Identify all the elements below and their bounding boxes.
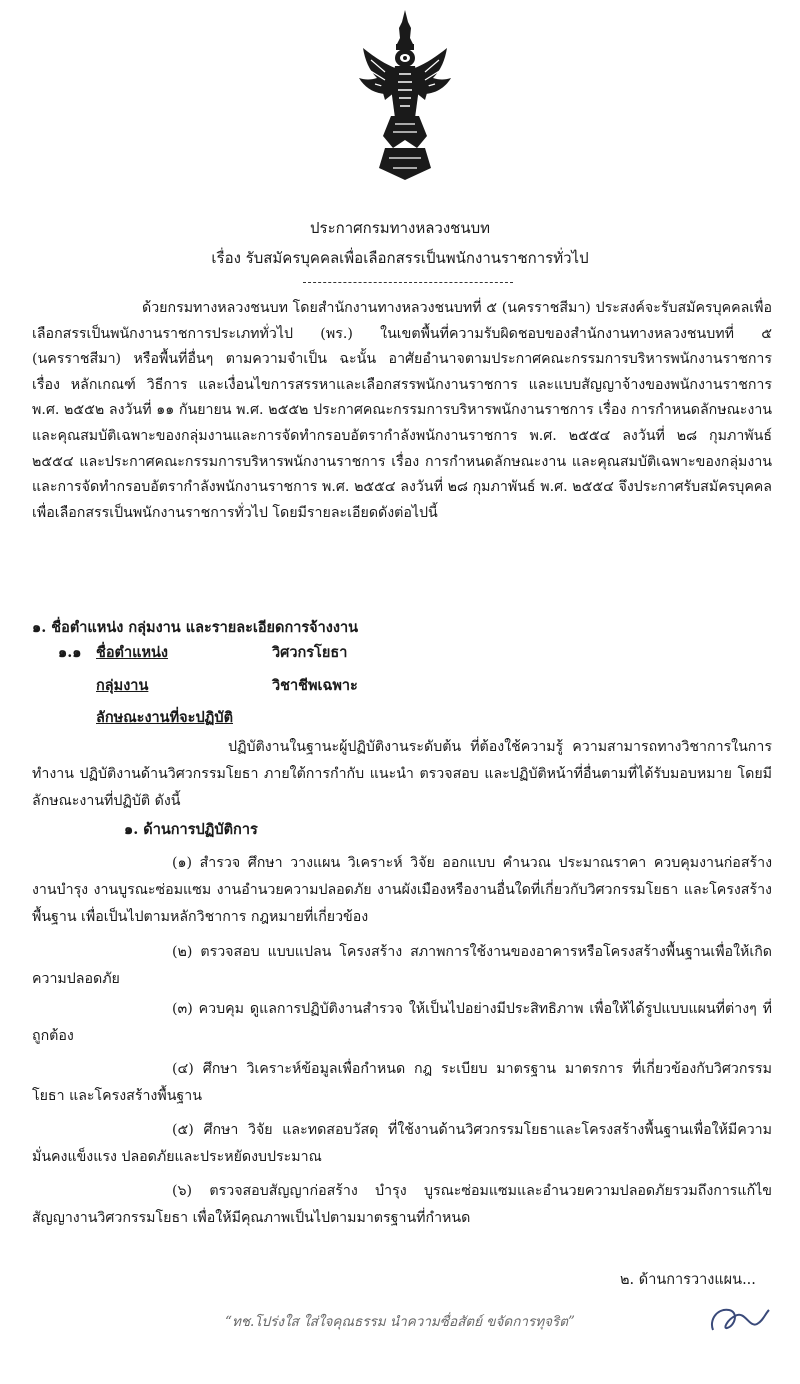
duty-item	[32, 1117, 772, 1171]
duty-item	[32, 939, 772, 993]
intro-paragraph	[32, 296, 772, 526]
signature-initial	[705, 1290, 775, 1340]
duty-item-text: (๔) ศึกษา วิเคราะห์ข้อมูลเพื่อกำหนด กฎ ระเบียบ มาตรฐาน มาตรการ ที่เกี่ยวข้องกับวิศวกรรมโยธา และโครงสร้างพื้นฐาน	[32, 1061, 772, 1104]
motto: “ทช.โปร่งใส ใส่ใจคุณธรรม นำความซื่อสัตย์ ขจัดการทุจริต”	[225, 1314, 575, 1330]
duty-label: ลักษณะงานที่จะปฏิบัติ	[96, 709, 233, 726]
duty-item-text: (๖) ตรวจสอบสัญญาก่อสร้าง บำรุง บูรณะซ่อมแซมและอำนวยความปลอดภัยรวมถึงการแก้ไขสัญญางานวิศวกรรมโยธา เพื่อให้มีคุณภาพเป็นไปตามมาตรฐานที่กำหนด	[32, 1183, 772, 1226]
section-1-heading: ๑. ชื่อตำแหน่ง กลุ่มงาน และรายละเอียดการจ้างงาน	[32, 619, 359, 636]
duty-item	[32, 1178, 772, 1232]
duty-item-text: (๒) ตรวจสอบ แบบแปลน โครงสร้าง สภาพการใช้งานของอาคารหรือโครงสร้างพื้นฐานเพื่อให้เกิดความปลอดภัย	[32, 944, 772, 987]
duty-item-text: (๓) ควบคุม ดูแลการปฏิบัติงานสำรวจ ให้เป็นไปอย่างมีประสิทธิภาพ เพื่อให้ได้รูปแบบแผนที่ต่างๆ ที่ถูกต้อง	[32, 1001, 772, 1044]
duty-item-text: (๕) ศึกษา วิจัย และทดสอบวัสดุ ที่ใช้งานด้านวิศวกรรมโยธาและโครงสร้างพื้นฐานเพื่อให้มีความมั่นคงแข็งแรง ปลอดภัยและประหยัดงบประมาณ	[32, 1122, 772, 1165]
duty-item	[32, 996, 772, 1050]
subsection-number: ๑.๑	[58, 644, 82, 661]
duty-item	[32, 1056, 772, 1110]
duty-item-text: (๑) สำรวจ ศึกษา วางแผน วิเคราะห์ วิจัย ออกแบบ คำนวณ ประมาณราคา ควบคุมงานก่อสร้าง งานบำรุง งานบูรณะซ่อมแซม งานอำนวยความปลอดภัย งานผังเมืองหรืองานอื่นใดที่เกี่ยวกับวิศวกรรมโยธา และโครงสร้างพื้นฐาน เพื่อเป็นไปตามหลักวิชาการ กฎหมายที่เกี่ยวข้อง	[32, 855, 772, 925]
announcement-title: ประกาศกรมทางหลวงชนบท	[310, 219, 490, 237]
operations-heading: ๑. ด้านการปฏิบัติการ	[124, 821, 258, 838]
announcement-subject: เรื่อง รับสมัครบุคคลเพื่อเลือกสรรเป็นพนักงานราชการทั่วไป	[211, 249, 589, 267]
group-label: กลุ่มงาน	[96, 677, 149, 694]
position-label: ชื่อตำแหน่ง	[96, 644, 169, 661]
duty-text: ปฏิบัติงานในฐานะผู้ปฏิบัติงานระดับต้น ที่ต้องใช้ความรู้ ความสามารถทางวิชาการในการทำงาน ปฏิบัติงานด้านวิศวกรรมโยธา ภายใต้การกำกับ แนะนำ ตรวจสอบ และปฏิบัติหน้าที่อื่นตามที่ได้รับมอบหมาย โดยมีลักษณะงานที่ปฏิบัติ ดังนี้	[32, 739, 772, 809]
duty-item	[32, 850, 772, 931]
group-value: วิชาชีพเฉพาะ	[272, 677, 358, 694]
position-value: วิศวกรโยธา	[272, 644, 348, 661]
duty-paragraph	[32, 734, 772, 815]
next-page-marker: ๒. ด้านการวางแผน...	[620, 1272, 756, 1288]
intro-text: ด้วยกรมทางหลวงชนบท โดยสำนักงานทางหลวงชนบทที่ ๕ (นครราชสีมา) ประสงค์จะรับสมัครบุคคลเพื่อเลือกสรรเป็นพนักงานราชการประเภททั่วไป (พร.) ในเขตพื้นที่ความรับผิดชอบของสำนักงานทางหลวงชนบทที่ ๕ (นครราชสีมา) หรือพื้นที่อื่นๆ ตามความจำเป็น ฉะนั้น อาศัยอำนาจตามประกาศคณะกรรมการบริหารพนักงานราชการ เรื่อง หลักเกณฑ์ วิธีการ และเงื่อนไขการสรรหาและเลือกสรรพนักงานราชการ และแบบสัญญาจ้างของพนักงานราชการ พ.ศ. ๒๕๕๒ ลงวันที่ ๑๑ กันยายน พ.ศ. ๒๕๕๒ ประกาศคณะกรรมการบริหารพนักงานราชการ เรื่อง การกำหนดลักษณะงานและคุณสมบัติเฉพาะของกลุ่มงานและการจัดทำกรอบอัตรากำลังพนักงานราชการ พ.ศ. ๒๕๕๔ ลงวันที่ ๒๘ กุมภาพันธ์ ๒๕๕๔ และประกาศคณะกรรมการบริหารพนักงานราชการ เรื่อง การกำหนดลักษณะงาน และคุณสมบัติเฉพาะของกลุ่มงานและการจัดทำกรอบอัตรากำลังพนักงานราชการ พ.ศ. ๒๕๕๔ ลงวันที่ ๒๘ กุมภาพันธ์ พ.ศ. ๒๕๕๔ จึงประกาศรับสมัครบุคคลเพื่อเลือกสรรเป็นพนักงานราชการทั่วไป โดยมีรายละเอียดดังต่อไปนี้	[32, 300, 772, 521]
garuda-emblem	[355, 8, 455, 183]
title-divider	[303, 282, 513, 283]
